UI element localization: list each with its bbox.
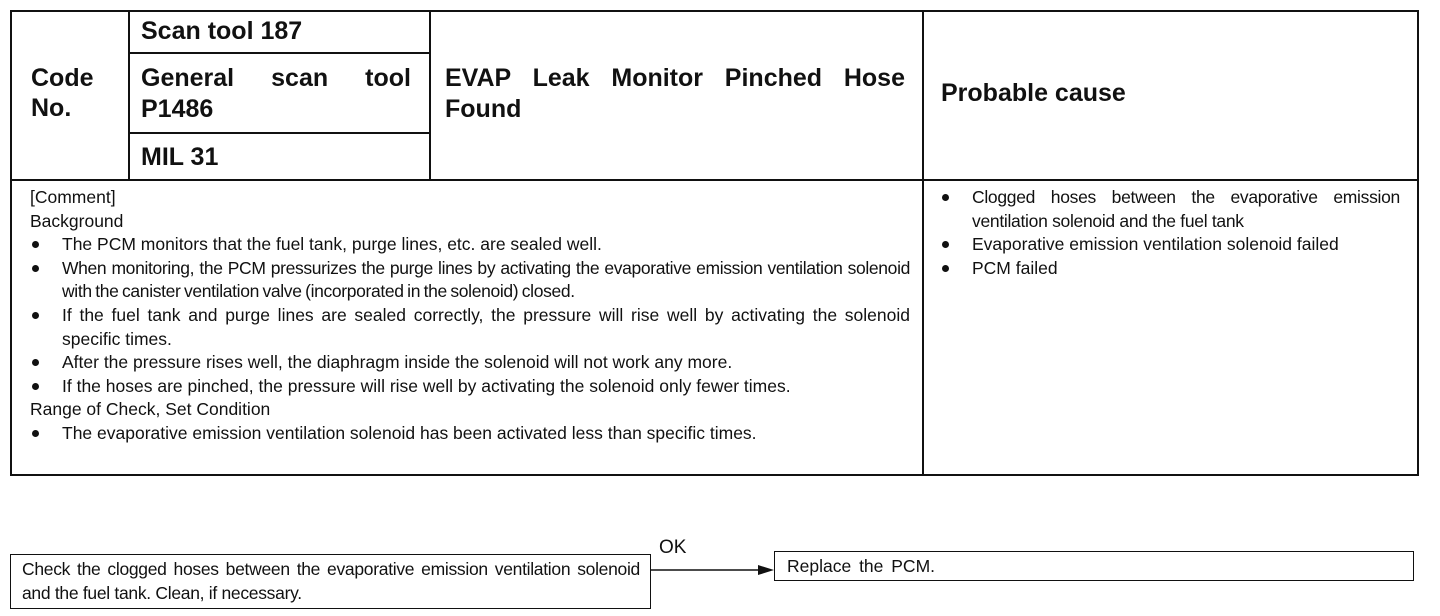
background-item [30, 351, 910, 375]
table-border-right [1417, 10, 1419, 476]
arrow-head-icon [758, 565, 774, 575]
background-item-text: When monitoring, the PCM pressurizes the purge lines by activating the evaporative emission ventilation solenoid with the canister ventilation valve (incorporated in the solenoid) closed. [62, 257, 910, 302]
bullet-icon [32, 241, 39, 248]
range-heading: Range of Check, Set Condition [30, 399, 271, 420]
probable-cause-heading: Probable cause [941, 79, 1126, 107]
bullet-icon [942, 265, 949, 272]
action-step-text: Replace the PCM. [787, 556, 936, 576]
main-col-divider [922, 10, 924, 476]
table-border-left [10, 10, 12, 476]
range-item [30, 422, 910, 446]
table-border-top [10, 10, 1419, 12]
bullet-icon [32, 312, 39, 319]
background-item-text: After the pressure rises well, the diaphragm inside the solenoid will not work any more. [62, 352, 733, 373]
probable-cause-item [940, 257, 1400, 281]
bullet-icon [32, 383, 39, 390]
probable-cause-list [940, 186, 1400, 280]
table-border-bottom [10, 474, 1419, 476]
bullet-icon [942, 241, 949, 248]
header-col-divider-1 [128, 10, 130, 180]
ok-label: OK [659, 537, 687, 558]
background-item-text: The PCM monitors that the fuel tank, purge lines, etc. are sealed well. [62, 234, 602, 255]
background-heading: Background [30, 210, 124, 231]
scan-tool-code: Scan tool 187 [141, 17, 303, 45]
background-item [30, 375, 910, 399]
flow-arrow [650, 560, 778, 580]
header-col-divider-2 [429, 10, 431, 180]
background-item-text: If the hoses are pinched, the pressure will rise well by activating the solenoid only fewer times. [62, 375, 791, 396]
scan-tool-divider-2 [128, 132, 430, 134]
background-item [30, 257, 910, 304]
comment-section [30, 186, 910, 446]
range-item-text: The evaporative emission ventilation solenoid has been activated less than specific times. [62, 422, 757, 443]
dtc-title: EVAP Leak Monitor Pinched Hose Found [445, 64, 905, 123]
background-item-text: If the fuel tank and purge lines are sealed correctly, the pressure will rise well by activating the solenoid specific times. [62, 304, 910, 349]
probable-cause-item [940, 233, 1400, 257]
probable-cause-item [940, 186, 1400, 233]
bullet-icon [32, 265, 39, 272]
bullet-icon [942, 194, 949, 201]
probable-cause-text: PCM failed [972, 257, 1058, 278]
bullet-icon [32, 359, 39, 366]
scan-tool-divider-1 [128, 52, 430, 54]
check-step-text: Check the clogged hoses between the evaporative emission ventilation solenoid and the fuel tank. Clean, if necessary. [22, 559, 640, 603]
probable-cause-text: Evaporative emission ventilation solenoid failed [972, 234, 1339, 255]
comment-tag: [Comment] [30, 187, 116, 207]
bullet-icon [32, 430, 39, 437]
probable-cause-text: Clogged hoses between the evaporative emission ventilation solenoid and the fuel tank [972, 187, 1400, 231]
general-scan-tool-code: General scan tool P1486 [141, 64, 411, 123]
code-no-label: Code No. [31, 64, 94, 122]
background-item [30, 304, 910, 351]
background-item [30, 233, 910, 257]
header-divider [10, 179, 1419, 181]
mil-code: MIL 31 [141, 143, 219, 171]
